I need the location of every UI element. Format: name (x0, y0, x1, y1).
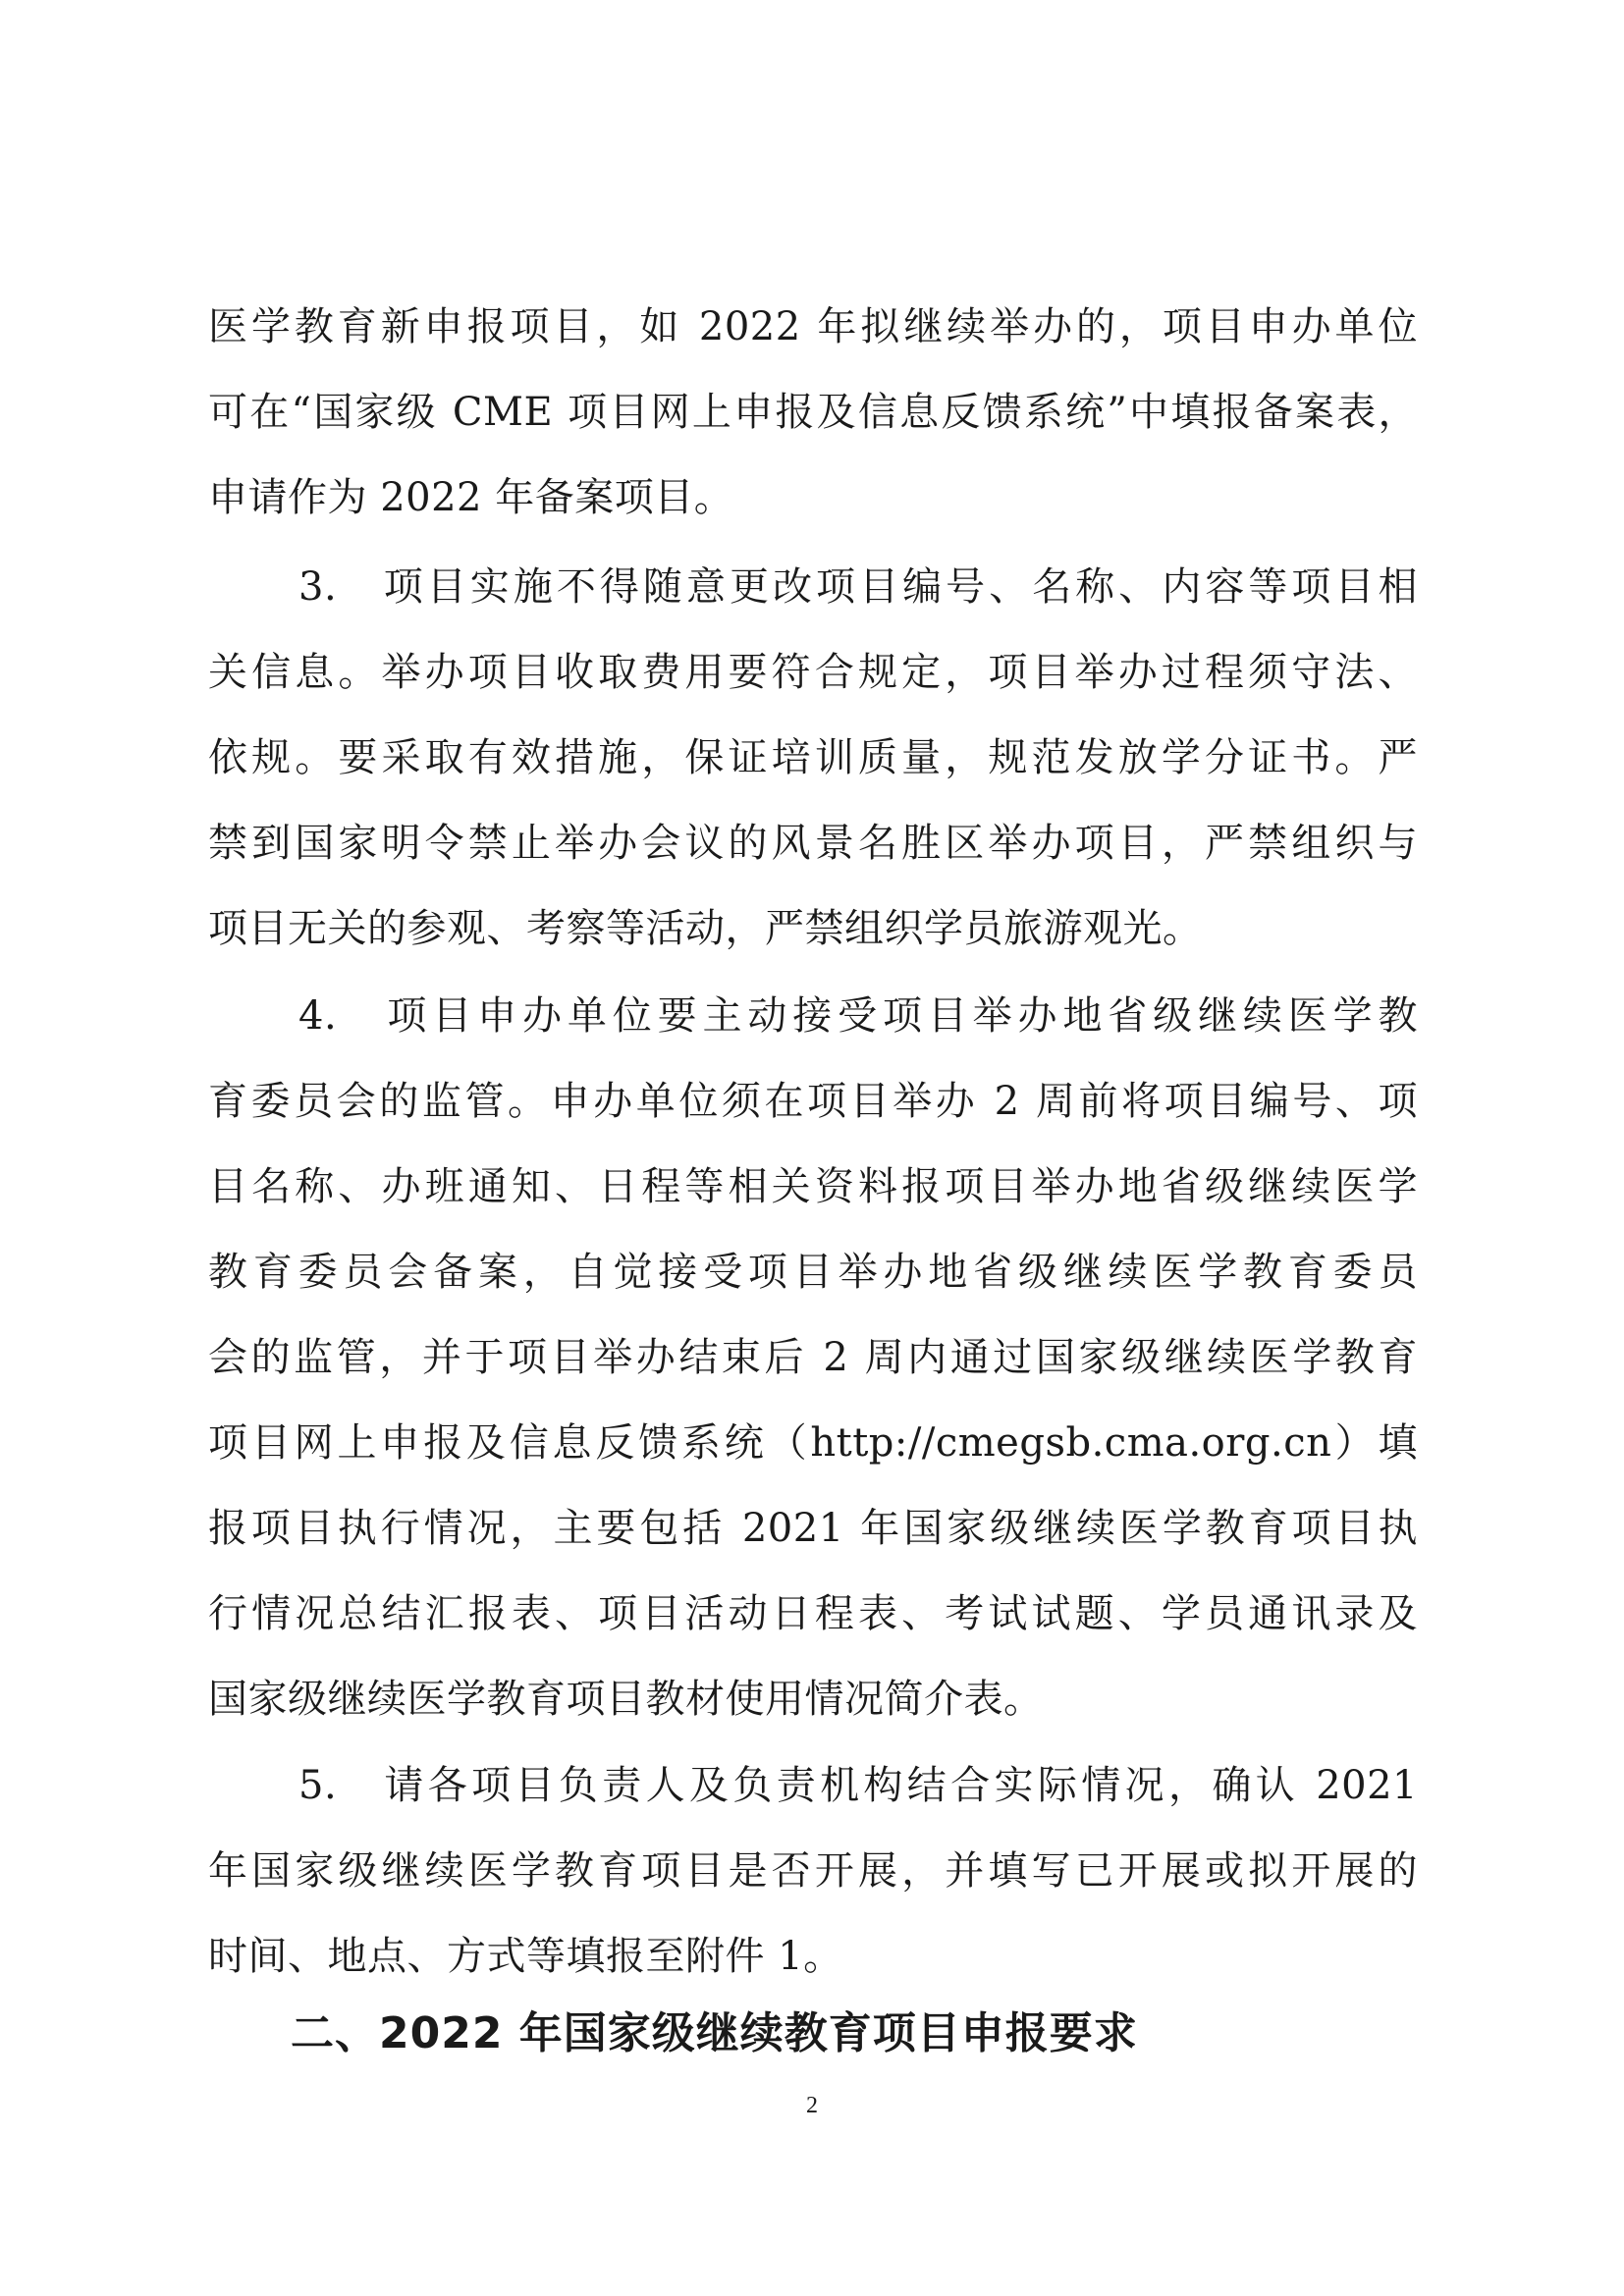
text-line: 申请作为 2022 年备案项目。 (208, 475, 734, 520)
text-line: 行情况总结汇报表、项目活动日程表、考试试题、学员通讯录及 (208, 1591, 1418, 1636)
text-line: 会的监管，并于项目举办结束后 2 周内通过国家级继续医学教育 (208, 1335, 1418, 1380)
text-line: 关信息。举办项目收取费用要符合规定，项目举办过程须守法、 (208, 650, 1418, 695)
text-line: 3. 项目实施不得随意更改项目编号、名称、内容等项目相 (298, 564, 1418, 610)
section-heading: 二、2022 年国家级继续教育项目申报要求 (291, 2008, 1138, 2058)
page-number: 2 (806, 2093, 818, 2118)
text-line: 项目无关的参观、考察等活动，严禁组织学员旅游观光。 (208, 906, 1203, 951)
text-line: 项目网上申报及信息反馈系统（http://cmegsb.cma.org.cn）填 (208, 1420, 1418, 1466)
text-line: 教育委员会备案，自觉接受项目举办地省级继续医学教育委员 (208, 1250, 1418, 1295)
text-line: 医学教育新申报项目，如 2022 年拟继续举办的，项目申办单位 (208, 304, 1418, 349)
text-line: 国家级继续医学教育项目教材使用情况简介表。 (208, 1677, 1044, 1722)
text-line: 可在“国家级 CME 项目网上申报及信息反馈系统”中填报备案表， (208, 390, 1418, 435)
text-line: 报项目执行情况，主要包括 2021 年国家级继续医学教育项目执 (208, 1506, 1418, 1551)
text-line: 目名称、办班通知、日程等相关资料报项目举办地省级继续医学 (208, 1164, 1418, 1209)
text-line: 年国家级继续医学教育项目是否开展，并填写已开展或拟开展的 (208, 1848, 1418, 1894)
text-line: 4. 项目申办单位要主动接受项目举办地省级继续医学教 (298, 993, 1418, 1039)
text-line: 5. 请各项目负责人及负责机构结合实际情况，确认 2021 (298, 1763, 1418, 1808)
text-line: 育委员会的监管。申办单位须在项目举办 2 周前将项目编号、项 (208, 1079, 1418, 1124)
text-line: 禁到国家明令禁止举办会议的风景名胜区举办项目，严禁组织与 (208, 821, 1418, 866)
text-line: 依规。要采取有效措施，保证培训质量，规范发放学分证书。严 (208, 735, 1418, 780)
text-line: 时间、地点、方式等填报至附件 1。 (208, 1934, 843, 1979)
